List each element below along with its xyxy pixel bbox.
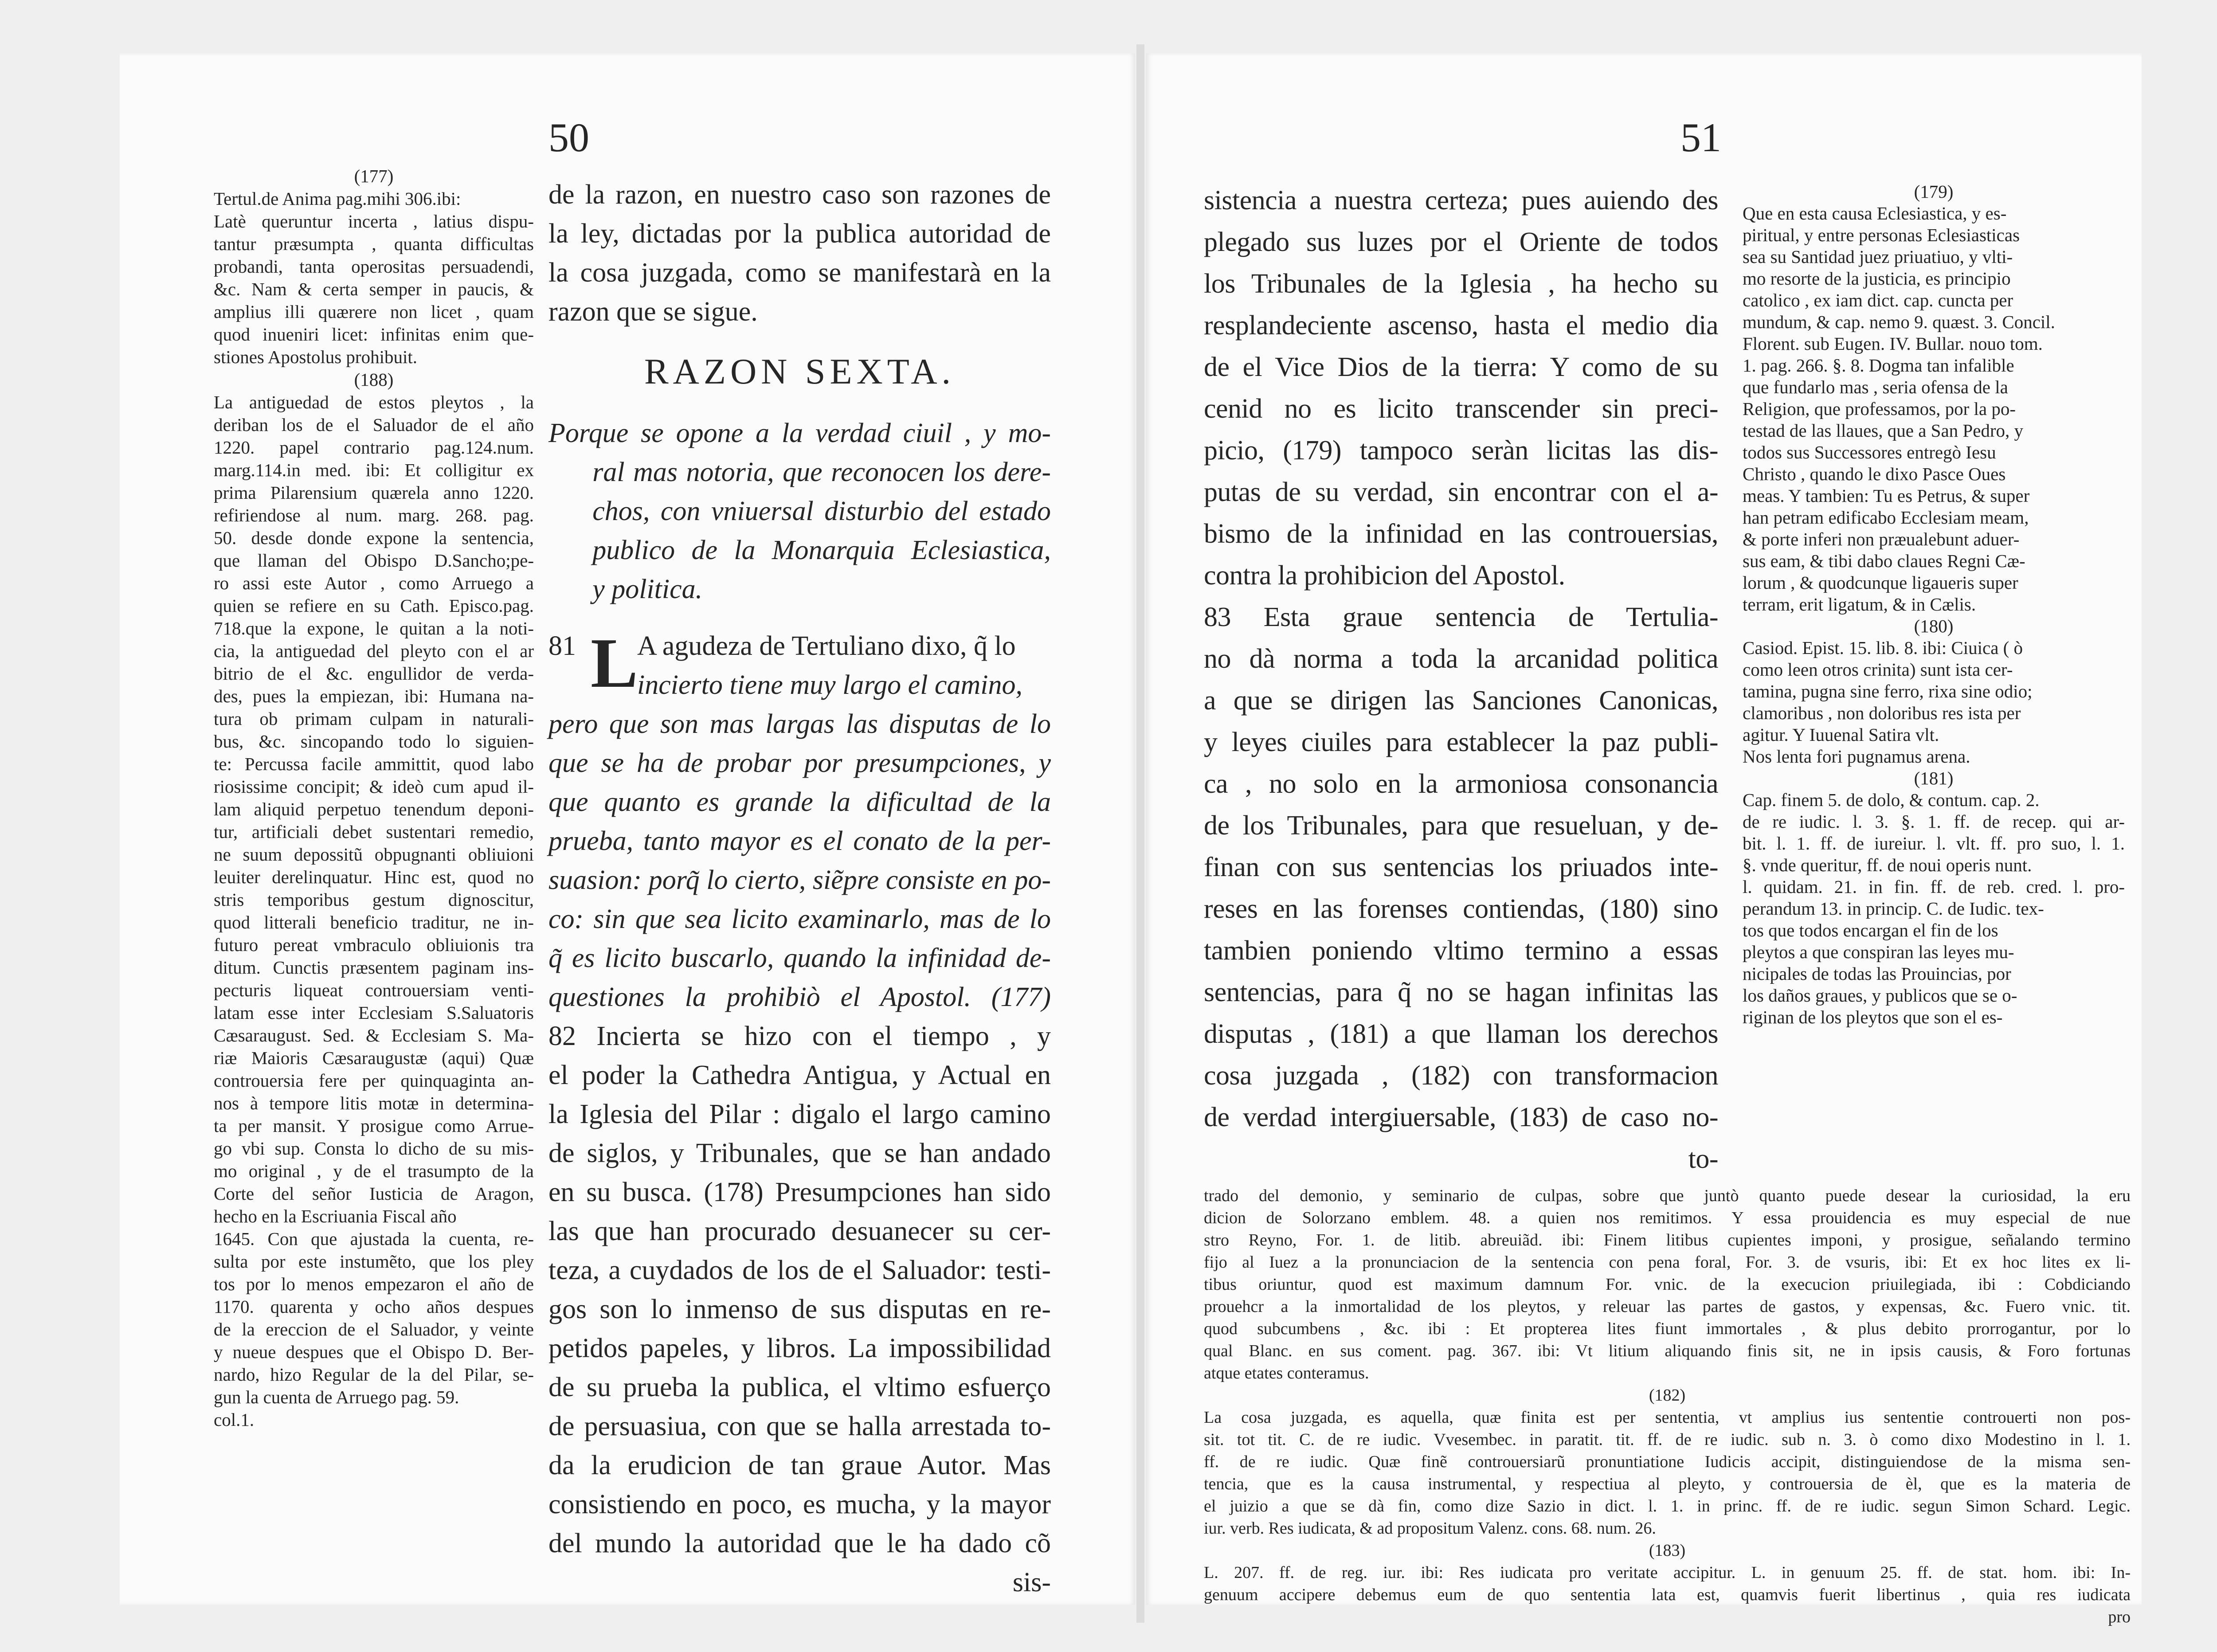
text-line: Cæsaraugust. Sed. & Ecclesiam S. Ma- [214, 1025, 534, 1045]
text-line: mundum, & cap. nemo 9. quæst. 3. Concil. [1743, 312, 2055, 332]
left-margin-notes [214, 165, 534, 1431]
text-line: nardo, hizo Regular de la del Pilar, se- [214, 1364, 534, 1385]
text-line: testad de las llaues, que a San Pedro, y [1743, 420, 2024, 441]
text-line: picio, (179) tampoco seràn licitas las dis- [1204, 435, 1718, 466]
text-line: los Tribunales de la Iglesia , ha hecho su [1204, 269, 1718, 299]
text-line: stris temporibus gestum dignoscitur, [214, 889, 534, 910]
text-line: 1170. quarenta y ocho años despues [214, 1296, 534, 1317]
text-line: bus, &c. sincopando todo lo siguien- [214, 731, 534, 752]
text-line: prueba, tanto mayor es el conato de la per- [548, 826, 1051, 856]
page-number-right: 51 [1680, 115, 1721, 160]
book-gutter [1136, 44, 1144, 1623]
text-line: agitur. Y Iuuenal Satira vlt. [1743, 724, 1939, 745]
text-line: que llaman del Obispo D.Sancho;pe- [214, 550, 534, 571]
text-line: Nos lenta fori pugnamus arena. [1743, 746, 1970, 767]
text-line: que quanto es grande la dificultad de la [548, 787, 1051, 817]
text-line: no dà norma a toda la arcanidad politica [1204, 644, 1718, 674]
text-line: &c. Nam & certa semper in paucis, & [214, 279, 534, 299]
page-number-left: 50 [548, 115, 589, 160]
text-line: qual Blanc. en sus coment. pag. 367. ibi: Vt litium aliquando finis sit, ne in ipsis causis, & Foro fortunas [1204, 1342, 2131, 1360]
text-line: bismo de la infinidad en las controuersias, [1204, 519, 1718, 549]
text-line: piritual, y entre personas Eclesiasticas [1743, 225, 2020, 245]
text-line: tamina, pugna sine ferro, rixa sine odio; [1743, 681, 2033, 701]
text-line: co: sin que sea licito examinarlo, mas de lo [548, 904, 1051, 934]
text-line: latam esse inter Ecclesiam S.Saluatoris [214, 1002, 534, 1023]
text-line: questiones la prohibiò el Apostol. (177) [548, 982, 1051, 1012]
text-line: tos por lo menos empezaron el año de [214, 1274, 534, 1294]
text-line: chos, con vniuersal disturbio del estado [592, 496, 1051, 526]
section-summary [548, 414, 1051, 609]
text-line: putas de su verdad, sin encontrar con el a- [1204, 477, 1718, 507]
text-line: incierto tiene muy largo el camino, [637, 670, 1022, 700]
text-line: & porte inferi non præualebunt aduer- [1743, 529, 2020, 549]
text-line: a que se dirigen las Sanciones Canonicas, [1204, 685, 1718, 716]
text-line: de la razon, en nuestro caso son razones de [548, 180, 1051, 210]
text-line: Tertul.de Anima pag.mihi 306.ibi: [214, 188, 461, 209]
text-line: iur. verb. Res iudicata, & ad propositum Valenz. cons. 68. num. 26. [1204, 1519, 1656, 1538]
text-line: de el Vice Dios de la tierra: Y como de su [1204, 352, 1718, 382]
text-line: sentencias, para q̃ no se hagan infinitas las [1204, 977, 1718, 1007]
text-line: petidos papeles, y libros. La impossibilidad [548, 1333, 1051, 1363]
text-line: stro Reyno, For. 1. de litib. abreuiãd. ibi: Finem litibus cupientes imponi, y prosigue, señalando termino [1204, 1231, 2131, 1249]
text-line: terram, erit ligatum, & in Cælis. [1743, 594, 1976, 615]
text-line: hecho en la Escriuania Fiscal año [214, 1206, 457, 1226]
text-line: la cosa juzgada, como se manifestarà en la [548, 258, 1051, 288]
text-line: reses en las forenses contiendas, (180) sino [1204, 894, 1718, 924]
text-line: finan con sus sentencias los priuados inte- [1204, 852, 1718, 882]
text-line: y leyes ciuiles para establecer la paz publi- [1204, 727, 1718, 757]
text-line: col.1. [214, 1409, 255, 1430]
text-line: la Iglesia del Pilar : digalo el largo camino [548, 1099, 1051, 1129]
note-number: (181) [1914, 768, 1954, 788]
text-line: quod subcumbens , &c. ibi : Et propterea lites fiunt immortales , & plus debito prorrogantur, por lo [1204, 1319, 2131, 1338]
text-line: tibus oriuntur, quod est maximum damnum For. vnic. de la execucion priuilegiada, ibi : Cobdiciando [1204, 1275, 2131, 1294]
text-line: 50. desde donde expone la sentencia, [214, 528, 534, 548]
text-line: de re iudic. l. 3. §. 1. ff. de recep. qui ar- [1743, 811, 2125, 832]
text-line: 83 Esta graue sentencia de Tertulia- [1204, 602, 1718, 632]
text-line: 82 Incierta se hizo con el tiempo , y [548, 1021, 1051, 1051]
note-number: (177) [354, 166, 394, 186]
text-line: La cosa juzgada, es aquella, quæ finita est per sententia, vt amplius ius sententie controuerti non pos- [1204, 1408, 2131, 1427]
catchword: to- [1688, 1144, 1718, 1174]
text-line: amplius illi quærere non licet , quam [214, 301, 534, 322]
text-line: lam aliquid perpetuo tenendum deponi- [214, 799, 534, 819]
text-line: Porque se opone a la verdad ciuil , y mo- [548, 418, 1051, 448]
text-line: Florent. sub Eugen. IV. Bullar. nouo tom. [1743, 333, 2043, 354]
text-line: cenid no es licito transcender sin preci- [1204, 394, 1718, 424]
text-line: y nueue despues que el Obispo D. Ber- [214, 1342, 534, 1362]
left-main-text [548, 175, 1051, 1602]
text-line: tos que todos encargan el fin de los [1743, 920, 1998, 940]
text-line: sulta por este instumẽto, que los pley [214, 1251, 534, 1272]
text-line: marg.114.in med. ibi: Et colligitur ex [214, 460, 534, 480]
text-line: 1. pag. 266. §. 8. Dogma tan infalible [1743, 355, 2014, 376]
text-line: del mundo la autoridad que le ha dado cõ [548, 1528, 1051, 1558]
text-line: perandum 13. in princip. C. de Iudic. tex- [1743, 898, 2044, 919]
text-line: La antiguedad de estos pleytos , la [214, 392, 534, 412]
text-line: tantur præsumpta , quanta difficultas [214, 234, 534, 254]
text-line: gos son lo inmenso de sus disputas en re- [548, 1294, 1051, 1324]
text-line: Que en esta causa Eclesiastica, y es- [1743, 203, 2007, 223]
text-line: en su busca. (178) Presumpciones han sido [548, 1177, 1051, 1207]
text-line: contra la prohibicion del Apostol. [1204, 560, 1565, 591]
section-heading: RAZON SEXTA. [644, 351, 956, 391]
paragraph-82 [548, 1017, 1051, 1563]
text-line: Corte del señor Iusticia de Aragon, [214, 1183, 534, 1204]
right-main-lines [1204, 180, 1718, 1138]
text-line: riginan de los pleytos que son el es- [1743, 1007, 2003, 1027]
catchword: sis- [1012, 1567, 1051, 1597]
text-line: ditum. Cunctis præsentem paginam ins- [214, 957, 534, 978]
paragraph-number: 81 [548, 631, 576, 661]
text-line: cosa juzgada , (182) con transformacion [1204, 1061, 1718, 1091]
text-line: publico de la Monarquia Eclesiastica, [592, 535, 1051, 565]
text-line: Latè queruntur incerta , latius dispu- [214, 211, 534, 231]
text-line: quod inueniri licet: infinitas enim que- [214, 324, 534, 344]
text-line: sistencia a nuestra certeza; pues auiendo des [1204, 185, 1718, 215]
text-line: disputas , (181) a que llaman los derechos [1204, 1019, 1718, 1049]
catchword: pro [2108, 1608, 2131, 1626]
text-line: q̃ es licito buscarlo, quando la infinidad de- [548, 943, 1051, 973]
text-line: tencia, que es la causa instrumental, y respectiua al pleyto, y controuersia de èl, que es la materia de [1204, 1475, 2131, 1493]
text-line: go vbi sup. Consta lo dicho de su mis- [214, 1138, 534, 1159]
text-line: quod litterali beneficio traditur, ne in- [214, 912, 534, 932]
text-line: de persuasiua, con que se halla arrestada to- [548, 1411, 1051, 1441]
text-line: cia, la antiguedad del pleyto con el ar [214, 641, 534, 661]
text-line: sea su Santidad juez priuatiuo, y vlti- [1743, 247, 2013, 267]
text-line: de siglos, y Tribunales, que se han andado [548, 1138, 1051, 1168]
text-line: prima Pilarensium quærela anno 1220. [214, 482, 534, 503]
text-line: riosissime concipit; & ideò cum apud il- [214, 776, 534, 797]
text-line: de la ereccion de el Saluador, y veinte [214, 1319, 534, 1339]
text-line: meas. Y tambien: Tu es Petrus, & super [1743, 485, 2030, 506]
text-line: pecturis liqueat controuersiam venti- [214, 980, 534, 1000]
text-line: dicion de Solorzano emblem. 48. a quien nos remitimos. Y essa prouidencia es muy especial de nue [1204, 1209, 2131, 1227]
text-line: gun la cuenta de Arruego pag. 59. [214, 1387, 459, 1407]
note-number: (179) [1914, 181, 1954, 202]
text-line: teza, a cuydados de los de el Saluador: testi- [548, 1255, 1051, 1285]
text-line: ca , no solo en la armoniosa consonancia [1204, 769, 1718, 799]
text-line: ro assi este Autor , como Arruego a [214, 573, 534, 593]
text-line: §. vnde queritur, ff. de noui operis nunt. [1743, 855, 2032, 875]
note-number: (188) [354, 369, 394, 390]
intro-paragraph [548, 175, 1051, 331]
text-line: ral mas notoria, que reconocen los dere- [592, 457, 1051, 487]
text-line: el poder la Cathedra Antigua, y Actual en [548, 1060, 1051, 1090]
text-line: genuum accipere debemus eum de quo sententia lata est, quamvis fuerit libertinus , quia res iudicata [1204, 1585, 2131, 1604]
paragraph-81 [548, 623, 1051, 1017]
text-line: plegado sus luzes por el Oriente de todos [1204, 227, 1718, 257]
text-line: y politica. [592, 574, 703, 604]
note-number: (182) [1649, 1386, 1686, 1405]
text-line: resplandeciente ascenso, hasta el medio dia [1204, 310, 1718, 341]
text-line: las que han procurado desuanecer su cer- [548, 1216, 1051, 1246]
text-line: sit. tot tit. C. de re iudic. Vvesembec. in paratit. tit. ff. de re iudic. sub n. 3. ò como dixo Modestino in l. 1. [1204, 1430, 2131, 1449]
text-line: trado del demonio, y seminario de culpas, sobre que juntò quanto puede desear la curiosidad, la eru [1204, 1186, 2131, 1205]
text-line: fijo al Iuez a la pronunciacion de la sentencia con pena foral, For. 3. de vsuris, ibi: Et ex hoc lites ex li- [1204, 1253, 2131, 1272]
bottom-footnotes [1204, 1185, 2131, 1628]
text-line: tur, artificiali debet sustentari remedio, [214, 822, 534, 842]
text-line: clamoribus , non doloribus res ista per [1743, 703, 2021, 723]
text-line: Casiod. Epist. 15. lib. 8. ibi: Ciuica ( ò [1743, 638, 2023, 658]
text-line: pleytos a que conspiran las leyes mu- [1743, 942, 2014, 962]
text-line: ne suum depossitũ obpugnanti obliuioni [214, 844, 534, 865]
right-main-text [1204, 180, 1718, 1180]
text-line: da la erudicion de tan graue Autor. Mas [548, 1450, 1051, 1480]
text-line: stiones Apostolus prohibuit. [214, 347, 418, 367]
text-line: L. 207. ff. de reg. iur. ibi: Res iudicata pro veritate accipitur. L. in genuum 25. ff. de stat. hom. ibi: In- [1204, 1563, 2131, 1582]
text-line: razon que se sigue. [548, 297, 758, 327]
text-line: los daños graues, y publicos que se o- [1743, 985, 2017, 1006]
text-line: ff. de re iudic. Quæ finẽ controuersiarũ pronuntiatione Iudicis accipit, distinguiendose de la misma sen- [1204, 1452, 2131, 1471]
text-line: mo resorte de la justicia, es principio [1743, 268, 2011, 289]
text-line: tambien poniendo vltimo termino a essas [1204, 936, 1718, 966]
text-line: consistiendo en poco, es mucha, y la mayor [548, 1489, 1051, 1519]
drop-cap: L [591, 623, 638, 702]
text-line: catolico , ex iam dict. cap. cuncta per [1743, 290, 2013, 310]
text-line: Christo , quando le dixo Pasce Oues [1743, 464, 2006, 484]
text-line: tura ob primam culpam in naturali- [214, 709, 534, 729]
text-line: controuersia fere per quinquaginta an- [214, 1070, 534, 1091]
text-line: nicipales de todas las Prouincias, por [1743, 963, 2011, 984]
note-number: (180) [1914, 616, 1954, 636]
text-line: la ley, dictadas por la publica autoridad de [548, 219, 1051, 249]
text-line: prouehcr a la inmortalidad de los pleytos, y releuar las partes de gastos, y expensas, &c. Fuero vnic. tit. [1204, 1297, 2131, 1316]
text-line: sus eam, & tibi dabo claues Regni Cæ- [1743, 551, 2025, 571]
text-line: Religion, que professamos, por la po- [1743, 399, 2016, 419]
text-line: l. quidam. 21. in fin. ff. de reb. cred. l. pro- [1743, 877, 2125, 897]
text-line: quien se refiere en su Cath. Episco.pag. [214, 595, 534, 616]
text-line: probandi, tanta operositas persuadendi, [214, 256, 534, 277]
text-line: bit. l. 1. ff. de iureiur. l. vlt. ff. pro suo, l. 1. [1743, 833, 2125, 853]
text-line: suasion: porq̃ lo cierto, siẽpre consiste en po- [548, 865, 1051, 895]
text-line: ta per mansit. Y prosigue como Arrue- [214, 1116, 534, 1136]
text-line: deriban los de el Saluador de el año [214, 415, 534, 435]
text-line: riæ Maioris Cæsaraugustæ (aqui) Quæ [214, 1048, 534, 1068]
text-line: que fundarlo mas , seria ofensa de la [1743, 377, 2008, 397]
text-line: bitrio de el &c. engullidor de verda- [214, 663, 534, 684]
bottom-footnote-lines [1204, 1185, 2131, 1606]
text-line: el juizio a que se dà fin, como dize Sazio in dict. l. 1. in princ. ff. de re iudic. segun Simon Schard. Legic. [1204, 1497, 2131, 1515]
text-line: de verdad intergiuersable, (183) de caso no- [1204, 1102, 1718, 1132]
text-line: A agudeza de Tertuliano dixo, q̃ lo [637, 631, 1016, 661]
text-line: como leen otros crinita) sunt ista cer- [1743, 659, 2013, 680]
text-line: atque etates conteramus. [1204, 1364, 1369, 1382]
note-number: (183) [1649, 1541, 1686, 1560]
text-line: refiriendose al num. marg. 268. pag. [214, 505, 534, 525]
text-line: 1645. Con que ajustada la cuenta, re- [214, 1229, 534, 1249]
text-line: que se ha de probar por presumpciones, y [548, 748, 1051, 778]
text-line: des, pues la empiezan, ibi: Humana na- [214, 686, 534, 706]
text-line: leuiter derelinquatur. Hinc est, quod no [214, 867, 534, 887]
text-line: Cap. finem 5. de dolo, & contum. cap. 2. [1743, 790, 2040, 810]
text-line: futuro pereat vmbraculo obliuionis tra [214, 935, 534, 955]
right-margin-notes [1743, 181, 2125, 1028]
text-line: pero que son mas largas las disputas de lo [548, 709, 1051, 739]
text-line: han petram edificabo Ecclesiam meam, [1743, 507, 2029, 528]
text-line: 1220. papel contrario pag.124.num. [214, 437, 534, 458]
text-line: te: Percussa facile ammittit, quod labo [214, 754, 534, 774]
text-line: 718.que la expone, le quitan a la noti- [214, 618, 534, 638]
text-line: nos à tempore litis motæ in determina- [214, 1093, 534, 1113]
text-line: mo original , y de el trasumpto de la [214, 1161, 534, 1181]
text-line: de los Tribunales, para que resueluan, y de- [1204, 810, 1718, 841]
text-line: todos sus Successores entregò Iesu [1743, 442, 1996, 462]
text-line: lorum , & quodcunque ligaueris super [1743, 572, 2018, 593]
text-line: de su prueba la publica, el vltimo esfuerço [548, 1372, 1051, 1402]
